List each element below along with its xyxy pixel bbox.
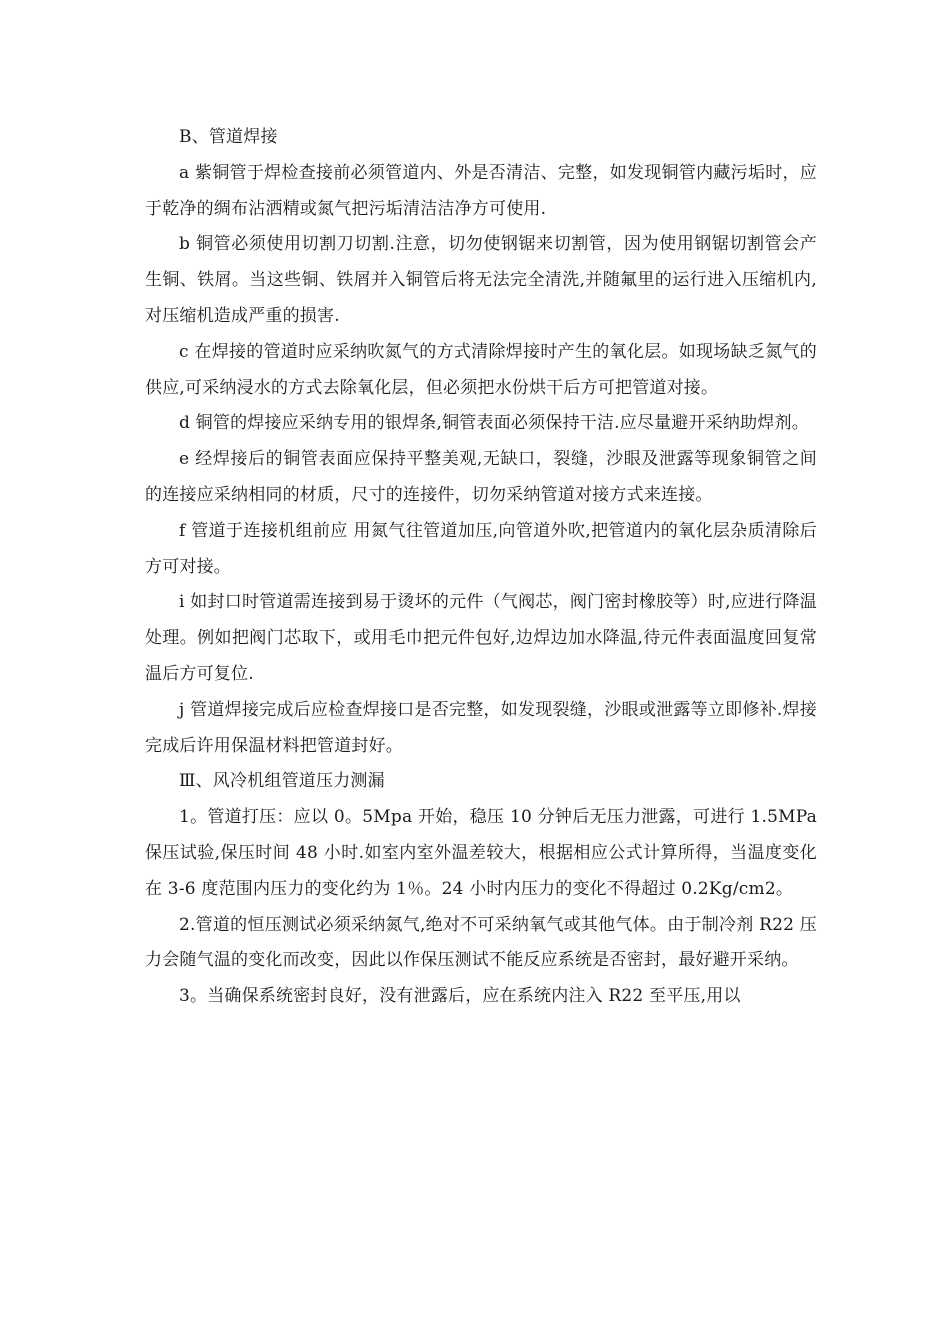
paragraph-2-constant-pressure: 2.管道的恒压测试必须采纳氮气,绝对不可采纳氧气或其他气体。由于制冷剂 R22 压力会随气温的变化而改变，因此以作保压测试不能反应系统是否密封，最好避开采纳。 [145,914,817,971]
paragraph-f-pressurize: f 管道于连接机组前应 用氮气往管道加压,向管道外吹,把管道内的氧化层杂质清除后方可对接。 [145,520,817,577]
paragraph-a-cleanliness: a 紫铜管于焊检查接前必须管道内、外是否清洁、完整，如发现铜管内藏污垢时，应于乾净的绸布沾洒精或氮气把污垢清洁洁净方可使用. [145,162,817,219]
section-heading-pipe-welding: B、管道焊接 [179,127,278,147]
paragraph-c-nitrogen-purge: c 在焊接的管道时应采纳吹氮气的方式清除焊接时产生的氧化层。如现场缺乏氮气的供应,可采纳浸水的方式去除氧化层，但必须把水份烘干后方可把管道对接。 [145,341,817,398]
paragraph-b-cutting: b 铜管必须使用切割刀切割.注意，切勿使钢锯来切割管，因为使用钢锯切割管会产生铜、铁屑。当这些铜、铁屑并入铜管后将无法完全清洗,并随氟里的运行进入压缩机内,对压缩机造成严重的损害. [145,234,817,326]
section-heading-pressure-test: Ⅲ、风冷机组管道压力测漏 [179,771,385,792]
paragraph-j-inspection: j 管道焊接完成后应检查焊接口是否完整，如发现裂缝，沙眼或泄露等立即修补.焊接完成后许用保温材料把管道封好。 [145,699,817,756]
paragraph-e-surface-finish: e 经焊接后的铜管表面应保持平整美观,无缺口，裂缝，沙眼及泄露等现象铜管之间的连接应采纳相同的材质，尺寸的连接件，切勿采纳管道对接方式来连接。 [145,449,817,505]
paragraph-d-silver-solder: d 铜管的焊接应采纳专用的银焊条,铜管表面必须保持干洁.应尽量避开采纳助焊剂。 [179,413,809,434]
paragraph-1-pressurizing: 1。管道打压：应以 0。5Mpa 开始，稳压 10 分钟后无压力泄露，可进行 1.5MPa 保压试验,保压时间 48 小时.如室内室外温差较大，根据相应公式计算所得，当温度变化在 3-6 度范围内压力的变化约为 1％。24 小时内压力的变化不得超过 0.2Kg/cm2。 [145,807,817,899]
paragraph-3-r22-charge: 3。当确保系统密封良好，没有泄露后，应在系统内注入 R22 至平压,用以 [179,986,741,1007]
document-page [145,120,817,1015]
paragraph-i-cooling: i 如封口时管道需连接到易于烫坏的元件（气阀芯，阀门密封橡胶等）时,应进行降温处理。例如把阀门芯取下，或用毛巾把元件包好,边焊边加水降温,待元件表面温度回复常温后方可复位. [145,592,817,684]
